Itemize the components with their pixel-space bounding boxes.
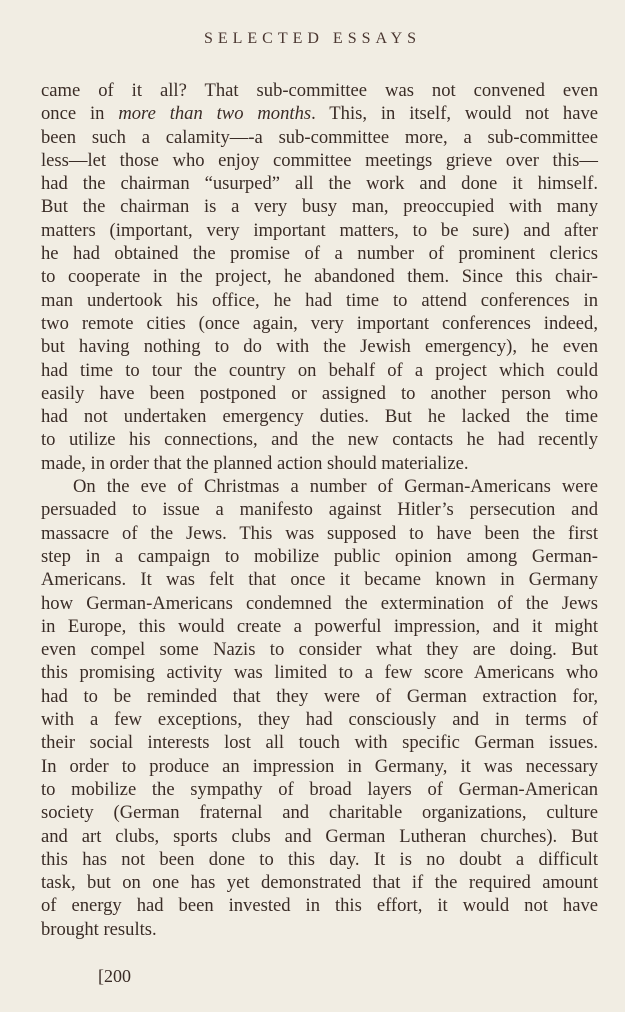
text-line: in Europe, this would create a powerful impression, and it might	[41, 615, 598, 637]
text-line: how German-Americans condemned the extermination of the Jews	[41, 592, 598, 614]
text-line: been such a calamity—-a sub-committee more, a sub-committee	[41, 126, 598, 148]
text-line: persuaded to issue a manifesto against Hitler’s persecution and	[41, 499, 598, 521]
text-line: made, in order that the planned action should materialize.	[41, 452, 469, 474]
text-line: brought results.	[41, 918, 157, 940]
text-line: On the eve of Christmas a number of German-Americans were	[73, 476, 598, 498]
text-line: and art clubs, sports clubs and German Lutheran churches). But	[41, 825, 598, 847]
text-line: had time to tour the country on behalf of a project which could	[41, 359, 598, 381]
text-line: even compel some Nazis to consider what they are doing. But	[41, 639, 598, 661]
text-line: In order to produce an impression in Germany, it was necessary	[41, 755, 598, 777]
text-line: came of it all? That sub-committee was not convened even	[41, 80, 598, 101]
text-line: of energy had been invested in this effort, it would not have	[41, 895, 598, 917]
text-line: step in a campaign to mobilize public opinion among German-	[41, 545, 598, 567]
text-line: had the chairman “usurped” all the work and done it himself.	[41, 173, 598, 195]
text-line: to utilize his connections, and the new contacts he had recently	[41, 429, 598, 451]
text-line: easily have been postponed or assigned to another person who	[41, 382, 598, 404]
text-line: had to be reminded that they were of German extraction for,	[41, 685, 598, 707]
text-line: two remote cities (once again, very important conferences indeed,	[41, 312, 598, 334]
text-line: massacre of the Jews. This was supposed to have been the first	[41, 522, 598, 544]
text-line: But the chairman is a very busy man, preoccupied with many	[41, 196, 598, 218]
text-line: task, but on one has yet demonstrated that if the required amount	[41, 872, 598, 894]
text-line: to mobilize the sympathy of broad layers of German-American	[41, 778, 598, 800]
text-line: man undertook his office, he had time to attend conferences in	[41, 289, 598, 311]
text-line: Americans. It was felt that once it became known in Germany	[41, 569, 598, 591]
text-line: their social interests lost all touch with specific German issues.	[41, 732, 598, 754]
text-line: but having nothing to do with the Jewish emergency), he even	[41, 336, 598, 358]
emphasis: more than two months	[118, 103, 312, 125]
text-line: less—let those who enjoy committee meetings grieve over this—	[41, 149, 598, 171]
text-line: to cooperate in the project, he abandoned them. Since this chair-	[41, 266, 598, 288]
text-line: this promising activity was limited to a few score Americans who	[41, 662, 598, 684]
paragraph	[41, 475, 598, 941]
text-line: matters (important, very important matters, to be sure) and after	[41, 219, 598, 241]
running-head: SELECTED ESSAYS	[203, 30, 422, 47]
paragraph	[41, 79, 598, 475]
text-line: society (German fraternal and charitable organizations, culture	[41, 802, 598, 824]
body-text	[41, 79, 598, 941]
text-line: with a few exceptions, they had consciously and in terms of	[41, 709, 598, 731]
page-number: [200	[98, 966, 131, 986]
text-line: he had obtained the promise of a number of prominent clerics	[41, 243, 598, 265]
text-line: had not undertaken emergency duties. But he lacked the time	[41, 406, 598, 428]
text-line: once in more than two months. This, in itself, would not have	[41, 103, 598, 125]
text-line: this has not been done to this day. It is no doubt a difficult	[41, 848, 598, 870]
